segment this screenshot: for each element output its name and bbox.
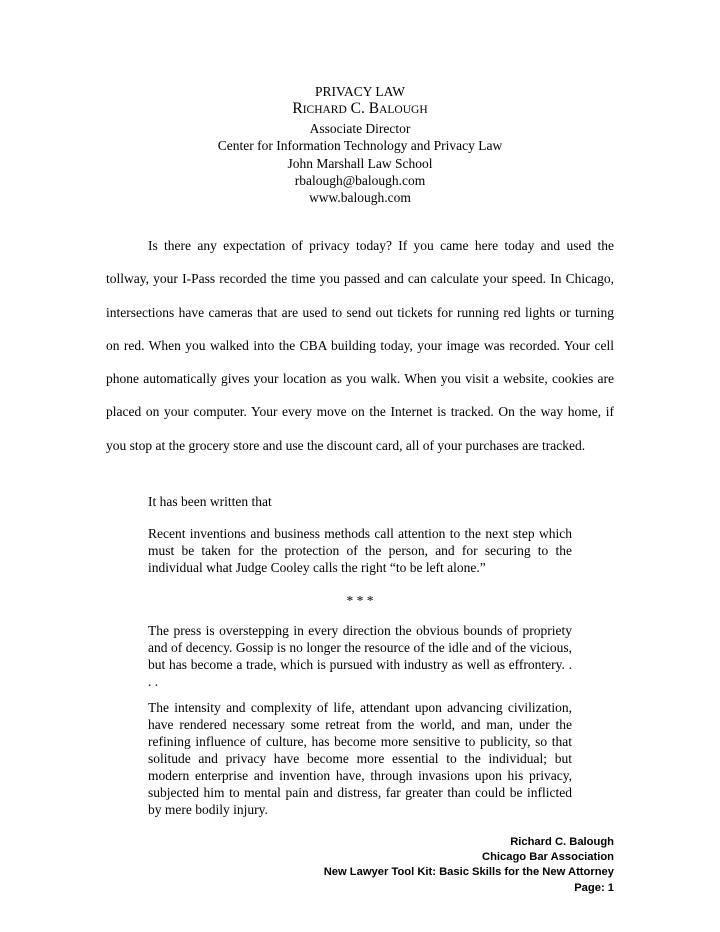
footer-organization: Chicago Bar Association bbox=[482, 851, 614, 864]
author-email: rbalough@balough.com bbox=[294, 173, 426, 189]
author-website: www.balough.com bbox=[309, 190, 411, 206]
author-name: RICHARD C. BALOUGH bbox=[292, 100, 428, 118]
author-role: Associate Director bbox=[309, 120, 411, 136]
author-school: John Marshall Law School bbox=[287, 155, 433, 171]
block-quote-3 bbox=[148, 699, 572, 818]
quote-separator: * * * bbox=[346, 593, 374, 608]
block-quote-2 bbox=[148, 622, 572, 690]
intro-paragraph: Is there any expectation of privacy today? If you came here today and used the tollway, your I-Pass recorded the time you passed and can calculate your speed. In Chicago, intersections have cameras that are used to send out tickets for running red lights or turning on red. When you walked into the CBA building today, your image was recorded. Your cell phone automatically gives your location as you walk. When you visit a website, cookies are placed on your computer. Your every move on the Internet is tracked. On the way home, if you stop at the grocery store and use the discount card, all of your purchases are tracked. bbox=[106, 238, 614, 453]
document-title: PRIVACY LAW bbox=[314, 84, 406, 99]
page-footer bbox=[324, 835, 614, 896]
footer-publication: New Lawyer Tool Kit: Basic Skills for the New Attorney bbox=[323, 866, 614, 879]
quote-paragraph-1: Recent inventions and business methods call attention to the next step which must be taken for the protection of the person, and for securing to the individual what Judge Cooley calls the right “to be left alone.” bbox=[148, 526, 572, 575]
author-center: Center for Information Technology and Privacy Law bbox=[217, 138, 503, 154]
block-quote-1 bbox=[148, 525, 572, 576]
footer-page-number: Page: 1 bbox=[574, 881, 614, 894]
quote-paragraph-2: The press is overstepping in every direction the obvious bounds of propriety and of decency. Gossip is no longer the resource of the idle and of the vicious, but has become a trade, which is pursued with industry as well as effrontery. . . . bbox=[148, 623, 572, 689]
quote-paragraph-3: The intensity and complexity of life, attendant upon advancing civilization, have rendered necessary some retreat from the world, and man, under the refining influence of culture, has become more sensitive to publicity, so that solitude and privacy have become more essential to the individual; but modern enterprise and invention have, through invasions upon his privacy, subjected him to mental pain and distress, far greater than could be inflicted by mere bodily injury. bbox=[148, 700, 572, 817]
document-header bbox=[0, 83, 720, 207]
footer-author: Richard C. Balough bbox=[510, 836, 614, 848]
quote-lead-in: It has been written that bbox=[148, 494, 272, 509]
intro-paragraph-block bbox=[106, 229, 614, 462]
